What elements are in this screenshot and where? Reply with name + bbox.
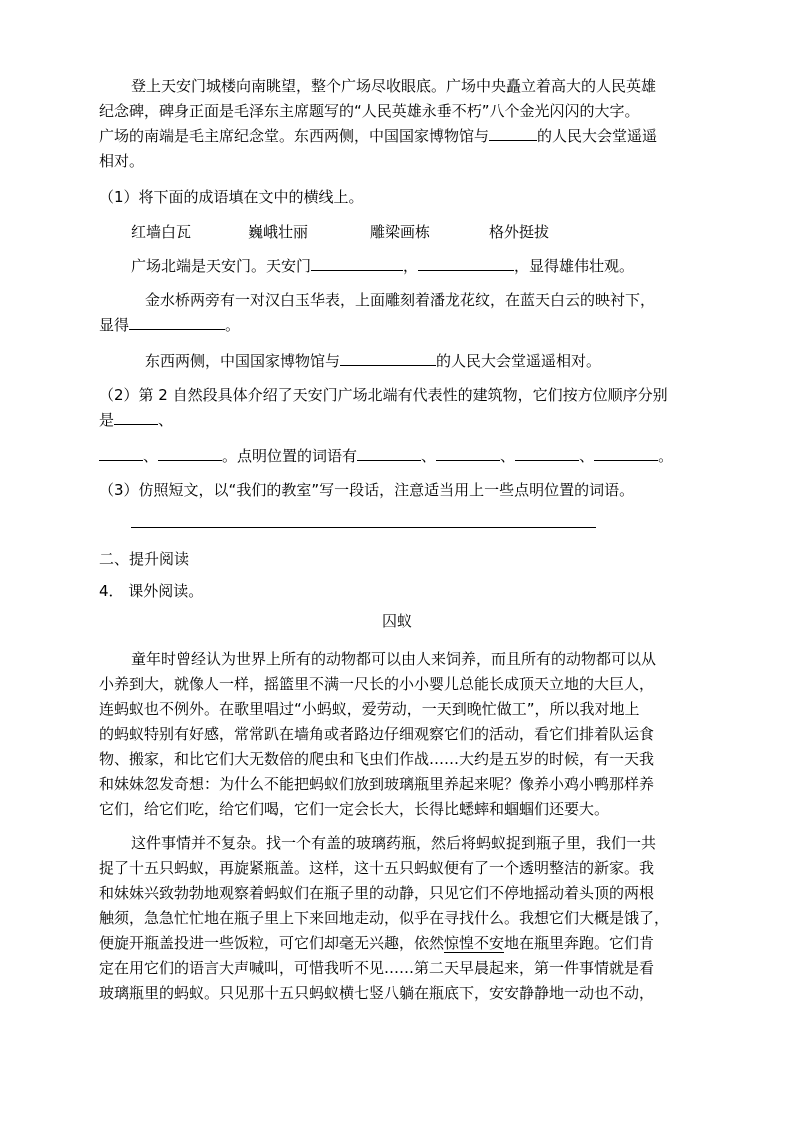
q1-s1-text: 广场北端是天安门。天安门 <box>131 257 312 275</box>
para1-line1: 登上天安门城楼向南眺望，整个广场尽收眼底。广场中央矗立着高大的人民英雄 <box>131 77 657 95</box>
story-p1-line7: 它们，给它们吃，给它们喝，它们一定会长大，长得比蟋蟀和蝈蝈们还要大。 <box>99 800 610 818</box>
story-p1-line1: 童年时曾经认为世界上所有的动物都可以由人来饲养，而且所有的动物都可以从 <box>131 650 657 668</box>
blank-s2[interactable] <box>129 315 225 330</box>
blank-s1-1[interactable] <box>311 256 403 271</box>
story-p2-line3: 和妹妹兴致勃勃地观察着蚂蚁们在瓶子里的动静，只见它们不停地摇动着头顶的两根 <box>99 884 655 902</box>
story-p2-line2: 捉了十五只蚂蚁，再旋紧瓶盖。这样，这十五只蚂蚁便有了一个透明整洁的新家。我 <box>99 859 655 877</box>
item-4-label: 4． 课外阅读。 <box>99 582 204 600</box>
q1-s1-comma: ， <box>403 257 419 275</box>
q2-sep2: 、 <box>143 447 159 465</box>
q2-shi: 是 <box>99 411 115 429</box>
q1-prompt: （1）将下面的成语填在文中的横线上。 <box>99 188 364 206</box>
story-p1-line3: 连蚂蚁也不例外。在歌里唱过“小蚂蚁，爱劳动，一天到晚忙做工”，所以我对地上 <box>99 700 640 718</box>
idiom-4: 格外挺拔 <box>489 223 550 241</box>
para1-line3 <box>99 126 657 146</box>
underlined-phrase: 惊惶不安 <box>444 934 505 952</box>
story-p2-line1: 这件事情并不复杂。找一个有盖的玻璃药瓶，然后将蚂蚁捉到瓶子里，我们一共 <box>131 834 657 852</box>
q3-prompt: （3）仿照短文，以“我们的教室”写一段话，注意适当用上一些点明位置的词语。 <box>99 481 635 499</box>
q1-s1-end: ，显得雄伟壮观。 <box>514 257 635 275</box>
q2-line1: （2）第 2 自然段具体介绍了天安门广场北端有代表性的建筑物，它们按方位顺序分别 <box>99 386 668 404</box>
blank-s1-2[interactable] <box>418 256 514 271</box>
para1-line2: 纪念碑，碑身正面是毛泽东主席题写的“人民英雄永垂不朽”八个金光闪闪的大字。 <box>99 102 640 120</box>
story-p1-line6: 和妹妹忽发奇想：为什么不能把蚂蚁们放到玻璃瓶里养起来呢？像养小鸡小鸭那样养 <box>99 775 655 793</box>
q2-sep5: 、 <box>579 447 595 465</box>
blank-q2-4[interactable] <box>357 446 421 461</box>
blank-para1[interactable] <box>489 126 537 141</box>
q1-sentence2-line1: 金水桥两旁有一对汉白玉华表，上面雕刻着潘龙花纹，在蓝天白云的映衬下， <box>145 291 656 309</box>
story-p2-line6: 定在用它们的语言大声喊叫，可惜我听不见……第二天早晨起来，第一件事情就是看 <box>99 959 655 977</box>
section-heading: 二、提升阅读 <box>99 550 190 568</box>
blank-q2-3[interactable] <box>158 446 222 461</box>
q3-answer-line[interactable] <box>131 527 596 528</box>
idiom-3: 雕梁画栋 <box>370 223 431 241</box>
story-p1-line2: 小养到大，就像人一样，摇篮里不满一尺长的小小婴儿总能长成顶天立地的大巨人， <box>99 675 655 693</box>
blank-q2-2[interactable] <box>99 446 143 461</box>
story-title: 囚蚁 <box>381 612 412 630</box>
q2-line3 <box>99 446 673 466</box>
q2-sep1: 、 <box>158 411 174 429</box>
para1-line3-text: 广场的南端是毛主席纪念堂。东西两侧，中国国家博物馆与 <box>99 127 490 145</box>
q2-words-label: 。点明位置的词语有 <box>222 447 358 465</box>
q1-s3-end: 的人民大会堂遥遥相对。 <box>436 352 602 370</box>
story-p2-line4: 触须，急急忙忙地在瓶子里上下来回地走动，似乎在寻找什么。我想它们大概是饿了， <box>99 909 670 927</box>
story-p1-line5: 物、搬家，和比它们大无数倍的爬虫和飞虫们作战……大约是五岁的时候，有一天我 <box>99 750 655 768</box>
story-p1-line4: 的蚂蚁特别有好感，常常趴在墙角或者路边仔细观察它们的活动，看它们排着队运食 <box>99 725 655 743</box>
blank-s3[interactable] <box>340 351 436 366</box>
q2-sep3: 、 <box>421 447 437 465</box>
blank-q2-5[interactable] <box>436 446 500 461</box>
q2-sep4: 、 <box>500 447 516 465</box>
idiom-2: 巍峨壮丽 <box>248 223 309 241</box>
blank-q2-1[interactable] <box>114 410 158 425</box>
q2-line2 <box>99 410 173 430</box>
q2-end: 。 <box>658 447 674 465</box>
q1-s3-text: 东西两侧，中国国家博物馆与 <box>145 352 341 370</box>
story-p2-line7: 玻璃瓶里的蚂蚁。只见那十五只蚂蚁横七竖八躺在瓶底下，安安静静地一动也不动， <box>99 984 655 1002</box>
story-p2-line5-b: 地在瓶里奔跑。它们肯 <box>504 934 655 952</box>
blank-q2-6[interactable] <box>515 446 579 461</box>
idiom-1: 红墙白瓦 <box>131 223 192 241</box>
story-p2-line5 <box>99 933 654 953</box>
para1-line4: 相对。 <box>99 152 145 170</box>
q1-sentence3 <box>145 351 601 371</box>
q1-s2-text: 显得 <box>99 316 130 334</box>
para1-line3-end: 的人民大会堂遥遥 <box>537 127 658 145</box>
story-p2-line5-a: 便旋开瓶盖投进一些饭粒，可它们却毫无兴趣，依然 <box>99 934 445 952</box>
q1-s2-end: 。 <box>225 316 241 334</box>
q1-sentence1 <box>131 256 634 276</box>
q1-sentence2-line2 <box>99 315 240 335</box>
blank-q2-7[interactable] <box>594 446 658 461</box>
